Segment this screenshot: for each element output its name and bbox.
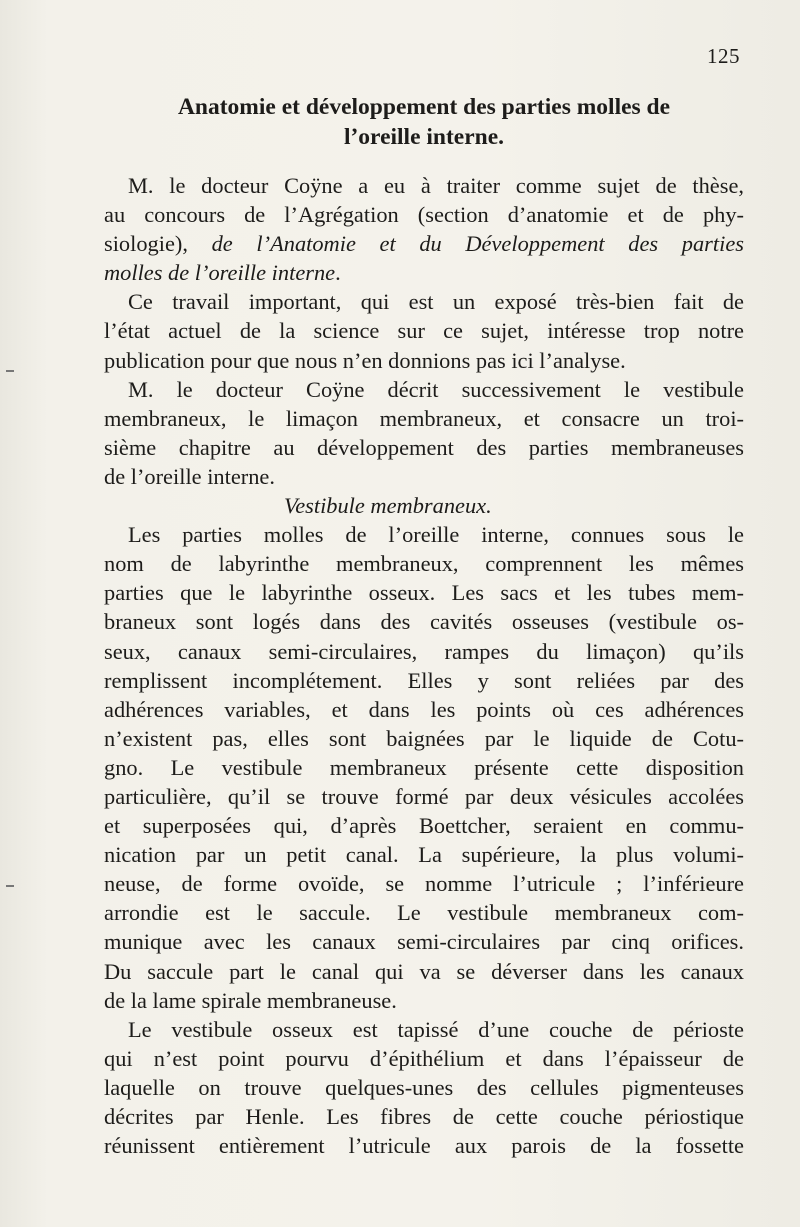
- text-line: remplissent incomplétement. Elles y sont reliées par des: [104, 667, 744, 693]
- text-line: [104, 229, 744, 258]
- text-line: parties que le labyrinthe osseux. Les sacs et les tubes mem-: [104, 580, 744, 606]
- text-line: adhérences variables, et dans les points où ces adhérences: [104, 696, 744, 722]
- text-line: [104, 258, 744, 287]
- text-line: nication par un petit canal. La supérieure, la plus volumi-: [104, 842, 744, 868]
- text-line: et superposées qui, d’après Boettcher, seraient en commu-: [104, 813, 744, 839]
- text-line: sième chapitre au développement des parties membraneuses: [104, 434, 744, 460]
- text-line: nom de labyrinthe membraneux, comprennent les mêmes: [104, 551, 744, 577]
- text-line: Du saccule part le canal qui va se déverser dans les canaux: [104, 958, 744, 984]
- section-title: [104, 92, 744, 152]
- text-line: qui n’est point pourvu d’épithélium et dans l’épaisseur de: [104, 1045, 744, 1071]
- margin-mark: [6, 370, 14, 372]
- subheading: Vestibule membraneux.: [284, 493, 492, 519]
- text-line: réunissent entièrement l’utricule aux parois de la fossette: [104, 1133, 744, 1159]
- text-line: laquelle on trouve quelques-unes des cellules pigmenteuses: [104, 1074, 744, 1100]
- italic-text: molles de l’oreille interne: [104, 260, 336, 286]
- text-line: décrites par Henle. Les fibres de cette couche périostique: [104, 1104, 744, 1129]
- text-line: gno. Le vestibule membraneux présente cette disposition: [104, 754, 744, 780]
- italic-text: de l’Anatomie et du Développement des parties: [211, 231, 744, 257]
- text-line: de l’oreille interne.: [104, 463, 275, 489]
- text-line: l’état actuel de la science sur ce sujet, intéresse trop notre: [104, 318, 744, 344]
- text-segment: siologie),: [104, 231, 212, 257]
- text-line: braneux sont logés dans des cavités osseuses (vestibule os-: [104, 609, 744, 635]
- text-line: au concours de l’Agrégation (section d’anatomie et de phy-: [104, 202, 744, 228]
- page-number: 125: [707, 44, 740, 68]
- title-line: l’oreille interne.: [343, 124, 505, 150]
- text-line: munique avec les canaux semi-circulaires par cinq orifices.: [104, 929, 744, 955]
- text-line: Ce travail important, qui est un exposé très-bien fait de: [128, 289, 744, 315]
- text-line: particulière, qu’il se trouve formé par deux vésicules accolées: [104, 783, 744, 809]
- margin-mark: [6, 885, 14, 887]
- text-line: seux, canaux semi-circulaires, rampes du limaçon) qu’ils: [104, 638, 744, 664]
- text-line: M. le docteur Coÿne décrit successivement le vestibule: [128, 376, 744, 402]
- text-line: membraneux, le limaçon membraneux, et consacre un troi-: [104, 405, 744, 431]
- text-line: Les parties molles de l’oreille interne, connues sous le: [128, 522, 744, 548]
- text-line: Le vestibule osseux est tapissé d’une couche de périoste: [128, 1016, 744, 1042]
- title-line: Anatomie et développement des parties molles de: [177, 94, 671, 120]
- text-line: neuse, de forme ovoïde, se nomme l’utricule ; l’inférieure: [104, 871, 744, 897]
- body-text: [104, 171, 744, 1160]
- text-line: publication pour que nous n’en donnions pas ici l’analyse.: [104, 347, 626, 373]
- text-line: de la lame spirale membraneuse.: [104, 987, 397, 1013]
- text-line: arrondie est le saccule. Le vestibule membraneux com-: [104, 900, 744, 926]
- text-line: n’existent pas, elles sont baignées par le liquide de Cotu-: [104, 725, 744, 751]
- text-segment: .: [335, 260, 341, 286]
- text-line: M. le docteur Coÿne a eu à traiter comme sujet de thèse,: [128, 173, 744, 198]
